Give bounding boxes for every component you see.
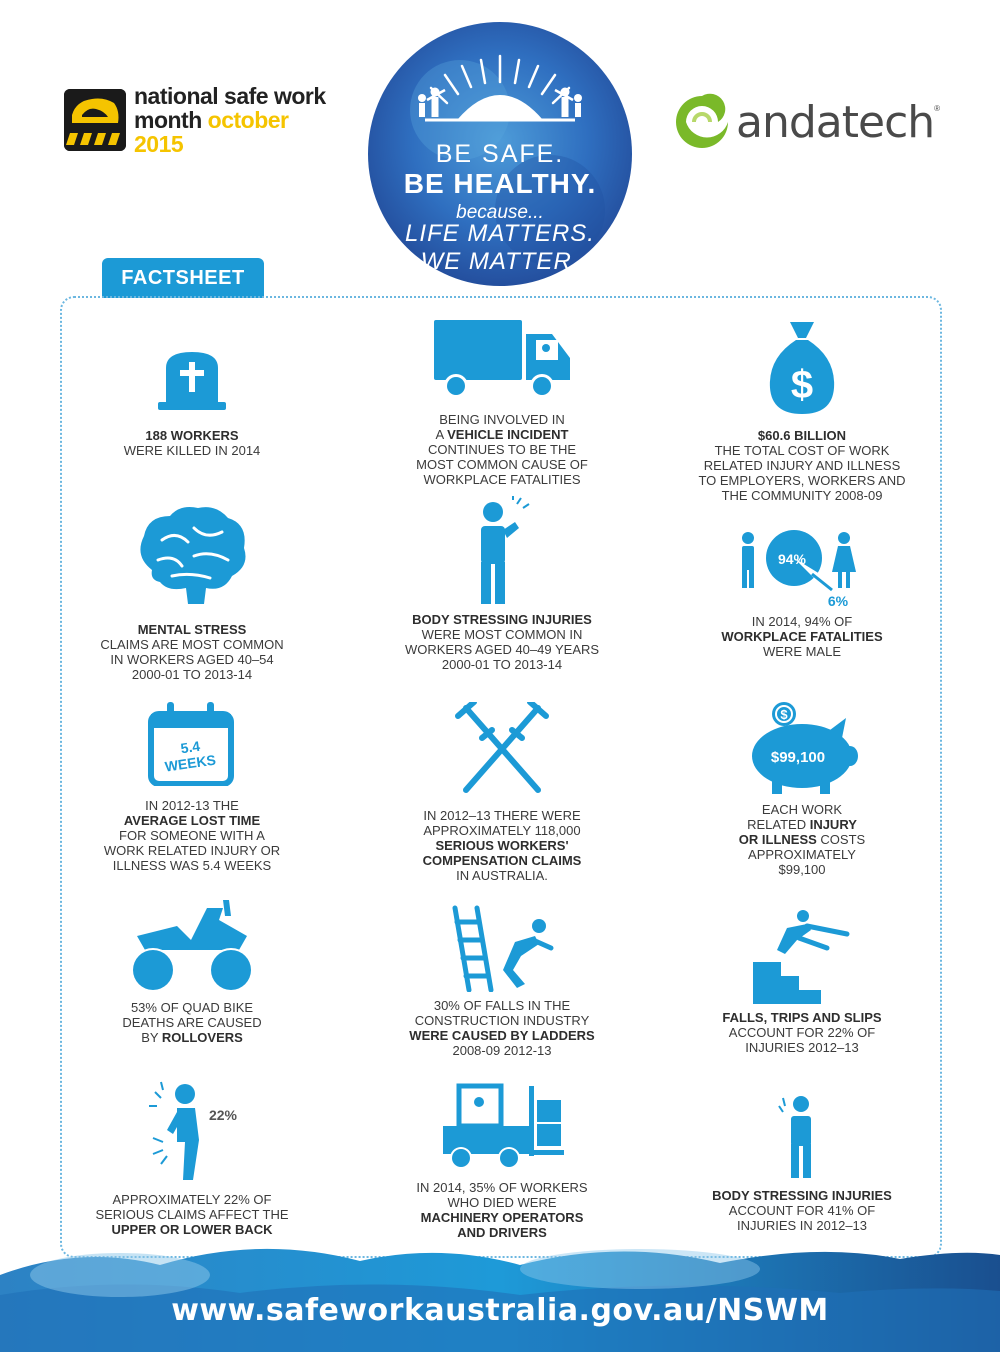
fact-ladder-line1: 30% OF FALLS IN THE	[433, 998, 571, 1013]
fact-body2-line2: ACCOUNT FOR 41% OF	[728, 1203, 876, 1218]
fact-lost-line1: IN 2012-13 THE	[145, 798, 239, 813]
brain-icon	[132, 500, 252, 610]
fact-average-lost-time	[62, 702, 322, 873]
fact-quad-line2: DEATHS ARE CAUSED	[122, 1015, 262, 1030]
fact-injury-cost-highlight1: INJURY	[809, 817, 857, 832]
shoulder-pain-person-icon	[777, 1094, 827, 1178]
fact-body-stressing-share	[672, 1094, 932, 1233]
fact-mental-line2: CLAIMS ARE MOST COMMON	[100, 637, 284, 652]
slogan-be-safe: BE SAFE.	[435, 140, 565, 168]
fact-machinery-line2: WHO DIED WERE	[447, 1195, 557, 1210]
andatech-wordmark: andatech	[736, 96, 935, 148]
stairs-fall-icon	[747, 908, 857, 1004]
fact-injury-cost-line3b: COSTS	[816, 832, 866, 847]
fact-quad-line1: 53% OF QUAD BIKE	[130, 1000, 254, 1015]
factsheet-tab: FACTSHEET	[102, 258, 264, 298]
fact-ladder-line2: CONSTRUCTION INDUSTRY	[414, 1013, 590, 1028]
slogan-life-matters: LIFE MATTERS.	[405, 220, 595, 247]
fact-ladder-highlight: WERE CAUSED BY LADDERS	[409, 1028, 595, 1043]
fact-injury-cost-line2a: RELATED	[747, 817, 810, 832]
fact-mental-highlight: MENTAL STRESS	[137, 622, 247, 637]
fact-injury-cost-line1: EACH WORK	[761, 802, 843, 817]
truck-icon	[432, 318, 572, 400]
fact-mental-line4: 2000-01 TO 2013-14	[131, 667, 253, 682]
fact-back-line2: SERIOUS CLAIMS AFFECT THE	[95, 1207, 289, 1222]
fact-vehicle-line4: MOST COMMON CAUSE OF	[416, 457, 588, 472]
piggy-bank-icon	[742, 700, 862, 796]
fact-lost-line5: ILLNESS WAS 5.4 WEEKS	[112, 858, 272, 873]
male-percent-label: 94%	[777, 551, 807, 567]
fact-compensation-claims	[372, 702, 632, 883]
fact-total-cost	[672, 318, 932, 503]
calendar-unit: WEEKS	[163, 751, 217, 775]
fact-machinery-operators	[372, 1080, 632, 1240]
andatech-swirl-icon	[672, 92, 732, 152]
fact-body2-line3: INJURIES IN 2012–13	[736, 1218, 868, 1233]
nswm-title-line1: national safe work	[134, 83, 326, 109]
fact-injury-cost-highlight2: OR ILLNESS	[738, 832, 817, 847]
fact-body2-highlight: BODY STRESSING INJURIES	[712, 1188, 892, 1203]
fact-cost-line4: TO EMPLOYERS, WORKERS AND	[698, 473, 906, 488]
fact-body-line3: WORKERS AGED 40–49 YEARS	[404, 642, 600, 657]
nswm-date-text: october 2015	[134, 107, 289, 157]
andatech-logo	[672, 90, 942, 154]
fact-quad-highlight: ROLLOVERS	[161, 1030, 243, 1045]
fact-vehicle-line3: CONTINUES TO BE THE	[427, 442, 577, 457]
money-bag-symbol: $	[790, 363, 814, 407]
fact-mental-stress	[62, 500, 322, 682]
fact-falls-line3: INJURIES 2012–13	[745, 1040, 859, 1055]
fact-ladder-line4: 2008-09 2012-13	[452, 1043, 552, 1058]
gravestone-icon	[152, 346, 232, 410]
fact-male-line3: WERE MALE	[762, 644, 841, 659]
fact-claims-line1: IN 2012–13 THERE WERE	[423, 808, 581, 823]
fact-lost-highlight: AVERAGE LOST TIME	[123, 813, 261, 828]
fact-injury-cost-line5: $99,100	[778, 862, 826, 877]
piggy-bank-amount: $99,100	[770, 749, 826, 766]
fact-body-line4: 2000-01 TO 2013-14	[441, 657, 563, 672]
fact-back-highlight: UPPER OR LOWER BACK	[111, 1222, 273, 1237]
fact-male-fatalities	[672, 528, 932, 659]
fact-killed-highlight: 188 WORKERS	[145, 428, 239, 443]
fact-vehicle-incident	[372, 318, 632, 487]
female-percent-label: 6%	[827, 593, 849, 608]
back-pain-person-icon	[137, 1080, 247, 1180]
fact-claims-line2: APPROXIMATELY 118,000	[423, 823, 581, 838]
fact-cost-highlight: $60.6 BILLION	[757, 428, 847, 443]
money-bag-icon	[762, 318, 842, 418]
fact-ladder-falls	[372, 904, 632, 1058]
fact-vehicle-line2a: A	[435, 427, 448, 442]
fact-workers-killed	[62, 346, 322, 458]
fact-falls-trips-slips	[672, 908, 932, 1055]
nswm-month-text: month	[134, 107, 208, 133]
fact-body-line2: WERE MOST COMMON IN	[421, 627, 583, 642]
national-safe-work-month-logo	[64, 83, 334, 157]
fact-quad-line3a: BY	[141, 1030, 162, 1045]
fact-back-line1: APPROXIMATELY 22% OF	[112, 1192, 272, 1207]
coin-symbol: $	[780, 707, 788, 722]
fact-male-line1: IN 2014, 94% OF	[751, 614, 853, 629]
nswm-title-line2	[134, 108, 334, 156]
australia-map-icon	[64, 89, 126, 151]
fact-vehicle-line5: WORKPLACE FATALITIES	[423, 472, 581, 487]
crutches-icon	[452, 702, 552, 796]
back-percent-label: 22%	[208, 1107, 238, 1123]
fact-mental-line3: IN WORKERS AGED 40–54	[110, 652, 274, 667]
fact-killed-text: WERE KILLED IN 2014	[123, 443, 261, 458]
fact-claims-highlight2: COMPENSATION CLAIMS	[422, 853, 582, 868]
fact-body-highlight: BODY STRESSING INJURIES	[412, 612, 592, 627]
fact-back-injuries	[62, 1080, 322, 1237]
registered-mark: ®	[934, 104, 941, 113]
quad-bike-icon	[127, 900, 257, 996]
fact-cost-line3: RELATED INJURY AND ILLNESS	[703, 458, 901, 473]
be-safe-circle-emblem	[365, 20, 635, 288]
neck-pain-person-icon	[467, 496, 537, 606]
slogan-we-matter: WE MATTER.	[420, 248, 580, 275]
fact-machinery-highlight1: MACHINERY OPERATORS	[420, 1210, 584, 1225]
fact-machinery-line1: IN 2014, 35% OF WORKERS	[416, 1180, 588, 1195]
safework-australia-link[interactable]: www.safeworkaustralia.gov.au/NSWM	[171, 1293, 829, 1328]
fact-falls-highlight: FALLS, TRIPS AND SLIPS	[722, 1010, 882, 1025]
fact-claims-highlight1: SERIOUS WORKERS'	[435, 838, 569, 853]
calendar-value: 5.4	[179, 737, 202, 757]
fact-cost-line5: THE COMMUNITY 2008-09	[721, 488, 883, 503]
fact-body-stressing-age	[372, 496, 632, 672]
fact-injury-cost	[672, 700, 932, 877]
fact-cost-line2: THE TOTAL COST OF WORK	[714, 443, 890, 458]
calendar-icon	[147, 702, 237, 786]
gender-pie-icon	[732, 528, 872, 608]
fact-vehicle-line1: BEING INVOLVED IN	[439, 412, 565, 427]
fact-vehicle-highlight: VEHICLE INCIDENT	[447, 427, 569, 442]
fact-claims-line5: IN AUSTRALIA.	[456, 868, 548, 883]
fact-quad-bike	[62, 900, 322, 1045]
forklift-icon	[437, 1080, 567, 1172]
fact-machinery-highlight2: AND DRIVERS	[457, 1225, 547, 1240]
fact-lost-line3: FOR SOMEONE WITH A	[119, 828, 265, 843]
slogan-be-healthy: BE HEALTHY.	[403, 168, 597, 199]
fact-falls-line2: ACCOUNT FOR 22% OF	[728, 1025, 876, 1040]
fact-male-highlight: WORKPLACE FATALITIES	[721, 629, 883, 644]
fact-lost-line4: WORK RELATED INJURY OR	[103, 843, 281, 858]
ladder-fall-icon	[447, 904, 557, 992]
fact-injury-cost-line4: APPROXIMATELY	[748, 847, 856, 862]
slogan-because: because...	[456, 202, 544, 223]
